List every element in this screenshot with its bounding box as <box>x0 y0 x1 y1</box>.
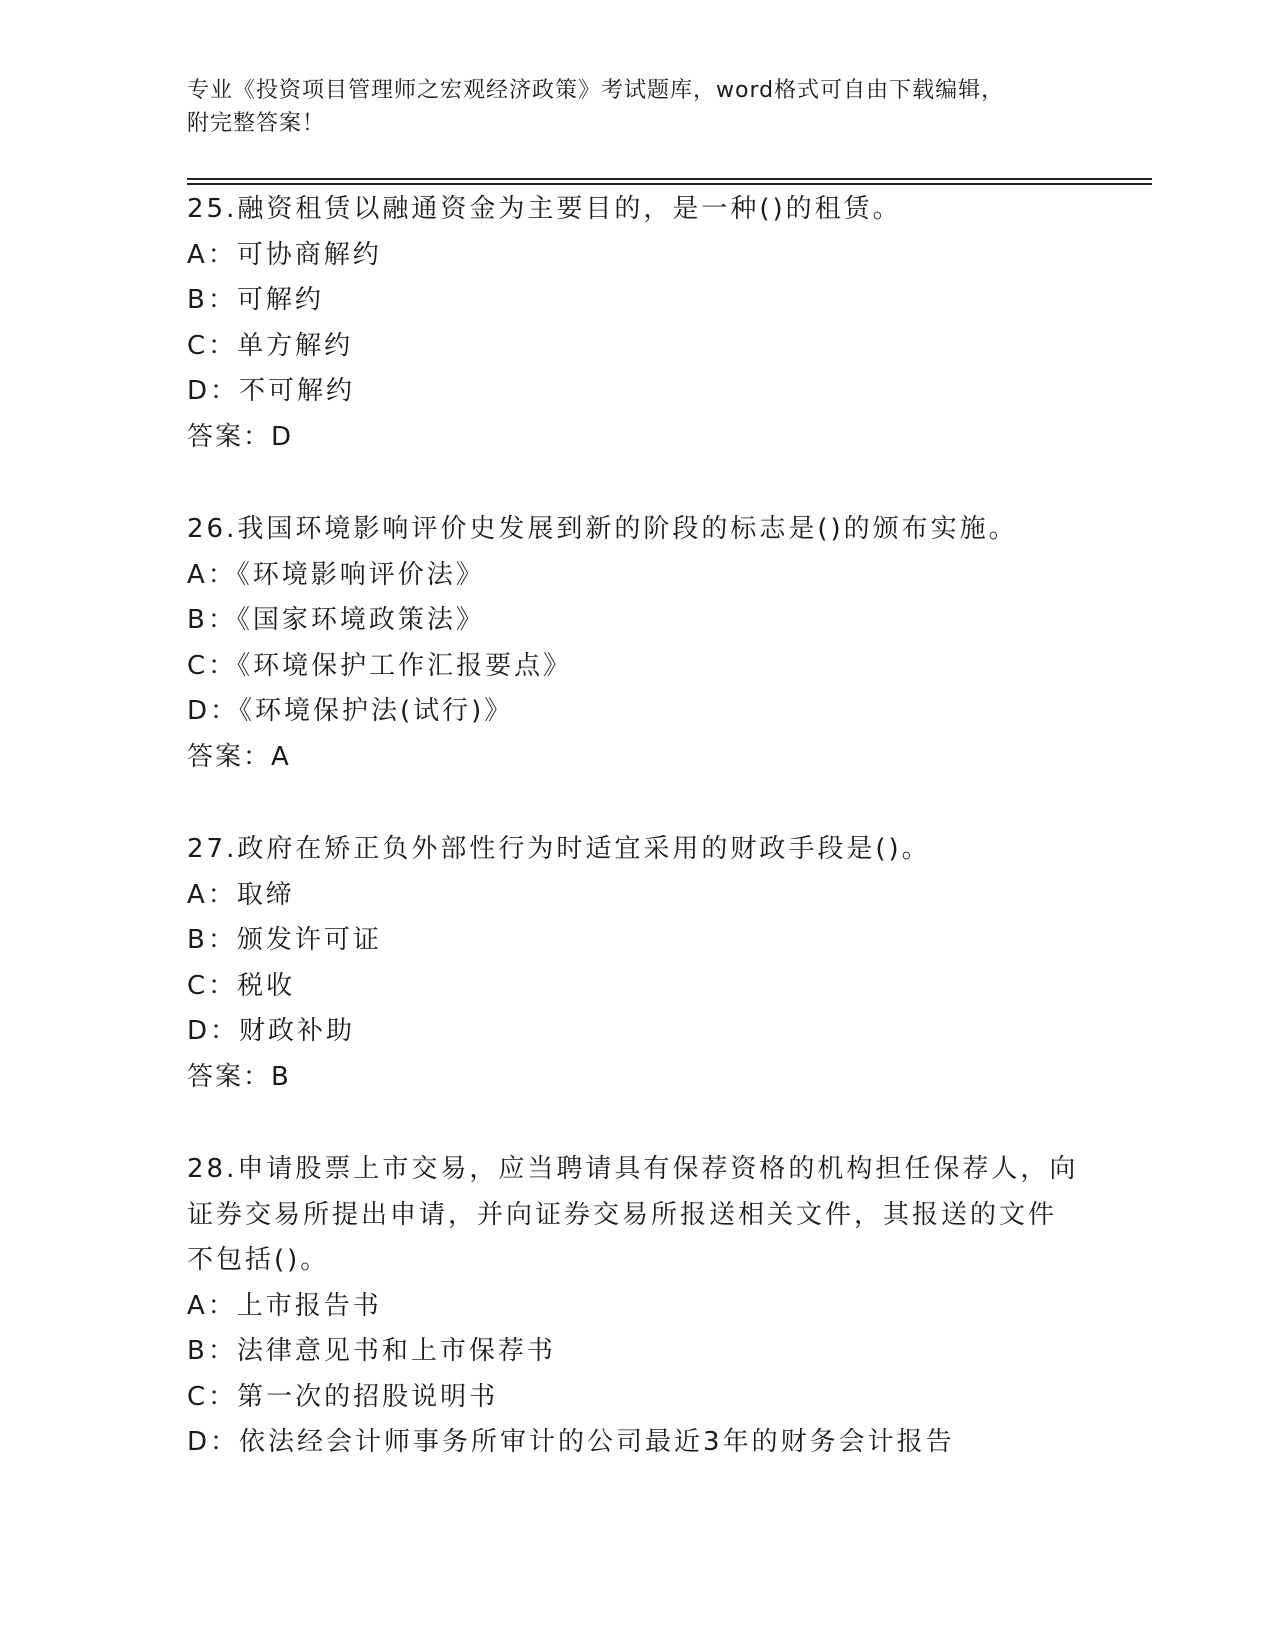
option-d: D：不可解约 <box>187 376 356 406</box>
option-a: A：上市报告书 <box>187 1290 382 1321</box>
option-b: B：《国家环境政策法》 <box>187 605 485 635</box>
header-line-1: 专业《投资项目管理师之宏观经济政策》考试题库，word格式可自由下载编辑， <box>187 78 1005 103</box>
option-d: D：依法经会计师事务所审计的公司最近3年的财务会计报告 <box>187 1427 955 1457</box>
option-c: C：第一次的招股说明书 <box>187 1381 499 1412</box>
question-26 <box>187 507 1087 780</box>
answer-label: 答案： <box>187 741 272 772</box>
option-b: B：可解约 <box>187 285 324 315</box>
answer-value: B <box>271 1061 291 1092</box>
option-a: A：可协商解约 <box>187 239 382 270</box>
answer-line <box>187 735 1087 781</box>
question-stem-line-2: 证券交易所提出申请，并向证券交易所报送相关文件，其报送的文件 <box>187 1199 1058 1230</box>
answer-line <box>187 1055 1087 1101</box>
option-b: B：法律意见书和上市保荐书 <box>187 1336 556 1366</box>
option-b: B：颁发许可证 <box>187 925 382 955</box>
document-header <box>187 74 1067 140</box>
question-list <box>187 187 1087 1466</box>
question-27 <box>187 827 1087 1100</box>
question-stem: 25.融资租赁以融通资金为主要目的，是一种()的租赁。 <box>187 194 902 224</box>
question-stem-line-3: 不包括()。 <box>187 1245 330 1275</box>
answer-value: A <box>271 741 291 772</box>
header-divider-top <box>187 178 1152 180</box>
question-25 <box>187 187 1087 460</box>
answer-label: 答案： <box>187 1061 272 1092</box>
question-stem: 26.我国环境影响评价史发展到新的阶段的标志是()的颁布实施。 <box>187 514 1018 544</box>
question-stem: 27.政府在矫正负外部性行为时适宜采用的财政手段是()。 <box>187 834 931 864</box>
header-line-2: 附完整答案！ <box>187 111 326 136</box>
question-28 <box>187 1147 1087 1466</box>
header-divider-bottom <box>187 183 1152 185</box>
option-d: D：财政补助 <box>187 1016 356 1046</box>
answer-line <box>187 415 1087 461</box>
option-a: A：取缔 <box>187 879 295 910</box>
spacer <box>187 780 1087 827</box>
option-a: A：《环境影响评价法》 <box>187 559 485 590</box>
question-stem-line-1: 28.申请股票上市交易，应当聘请具有保荐资格的机构担任保荐人，向 <box>187 1154 1079 1184</box>
spacer <box>187 1100 1087 1147</box>
answer-label: 答案： <box>187 421 272 452</box>
option-c: C：单方解约 <box>187 330 354 361</box>
option-c: C：税收 <box>187 970 296 1001</box>
option-d: D：《环境保护法(试行)》 <box>187 696 514 726</box>
spacer <box>187 460 1087 507</box>
option-c: C：《环境保护工作汇报要点》 <box>187 650 573 681</box>
answer-value: D <box>271 421 294 452</box>
